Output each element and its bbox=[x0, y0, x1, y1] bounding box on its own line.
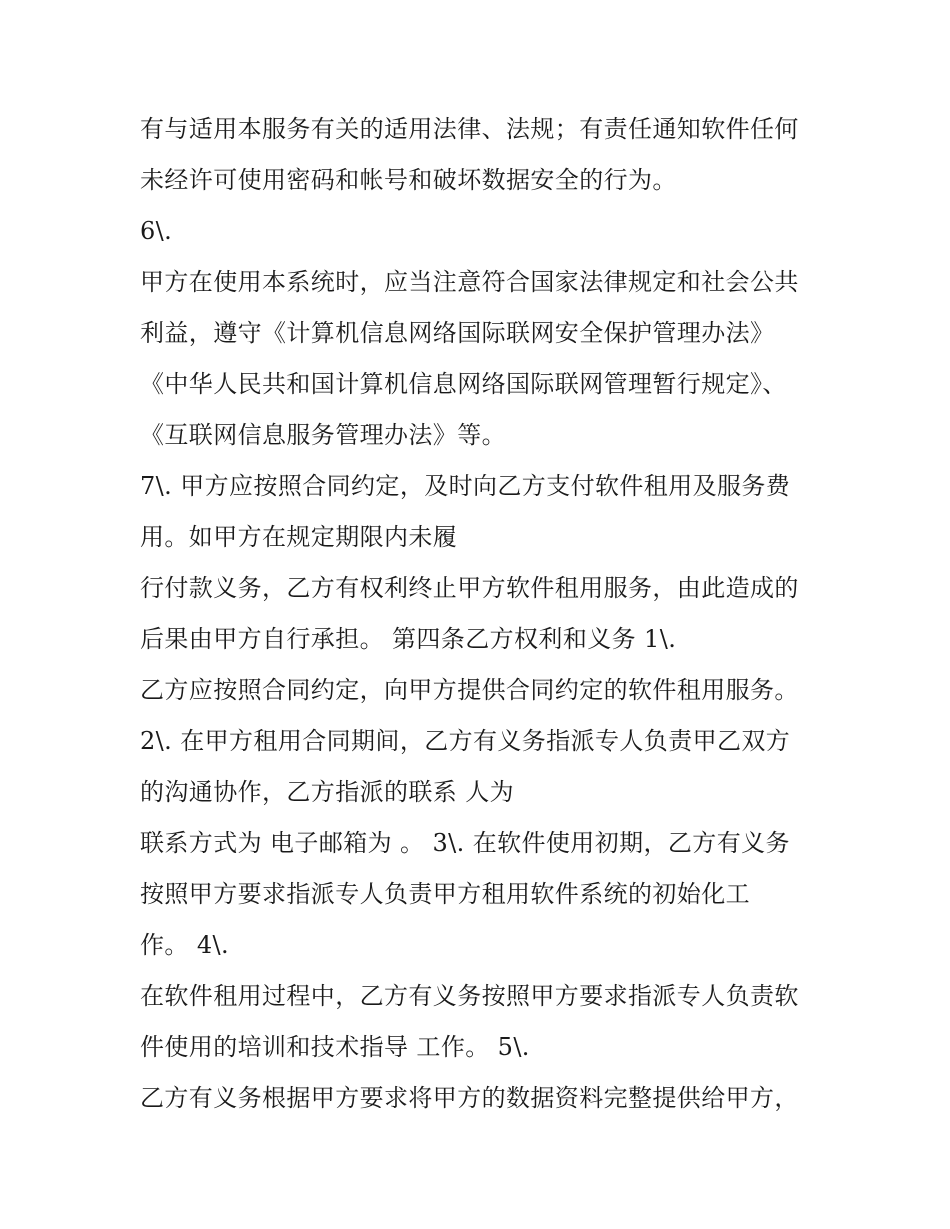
document-line: 按照甲方要求指派专人负责甲方租用软件系统的初始化工 bbox=[140, 880, 750, 908]
document-line: 2\. 在甲方租用合同期间，乙方有义务指派专人负责甲乙双方 bbox=[140, 727, 791, 755]
document-body bbox=[140, 104, 830, 1124]
document-line: 联系方式为 电子邮箱为 。 3\. 在软件使用初期，乙方有义务 bbox=[140, 829, 790, 857]
document-line: 作。 4\. bbox=[140, 931, 230, 959]
document-line: 7\. 甲方应按照合同约定，及时向乙方支付软件租用及服务费 bbox=[140, 472, 791, 500]
document-line: 利益，遵守《计算机信息网络国际联网安全保护管理办法》 bbox=[140, 319, 775, 347]
document-line: 在软件租用过程中，乙方有义务按照甲方要求指派专人负责软 bbox=[140, 982, 799, 1010]
document-line: 《互联网信息服务管理办法》等。 bbox=[140, 421, 506, 449]
document-line: 未经许可使用密码和帐号和破坏数据安全的行为。 bbox=[140, 166, 677, 194]
document-line: 行付款义务，乙方有权利终止甲方软件租用服务，由此造成的 bbox=[140, 574, 799, 602]
document-line: 有与适用本服务有关的适用法律、法规；有责任通知软件任何 bbox=[140, 115, 799, 143]
document-line: 用。如甲方在规定期限内未履 bbox=[140, 523, 458, 551]
document-line: 件使用的培训和技术指导 工作。 5\. bbox=[140, 1033, 530, 1061]
document-line: 甲方在使用本系统时，应当注意符合国家法律规定和社会公共 bbox=[140, 268, 799, 296]
document-line: 乙方有义务根据甲方要求将甲方的数据资料完整提供给甲方， bbox=[140, 1084, 799, 1112]
document-line: 后果由甲方自行承担。 第四条乙方权利和义务 1\. bbox=[140, 625, 677, 653]
document-line: 6\. bbox=[140, 217, 173, 245]
document-line: 的沟通协作，乙方指派的联系 人为 bbox=[140, 778, 515, 806]
document-line: 《中华人民共和国计算机信息网络国际联网管理暂行规定》、 bbox=[140, 370, 787, 398]
document-line: 乙方应按照合同约定，向甲方提供合同约定的软件租用服务。 bbox=[140, 676, 799, 704]
